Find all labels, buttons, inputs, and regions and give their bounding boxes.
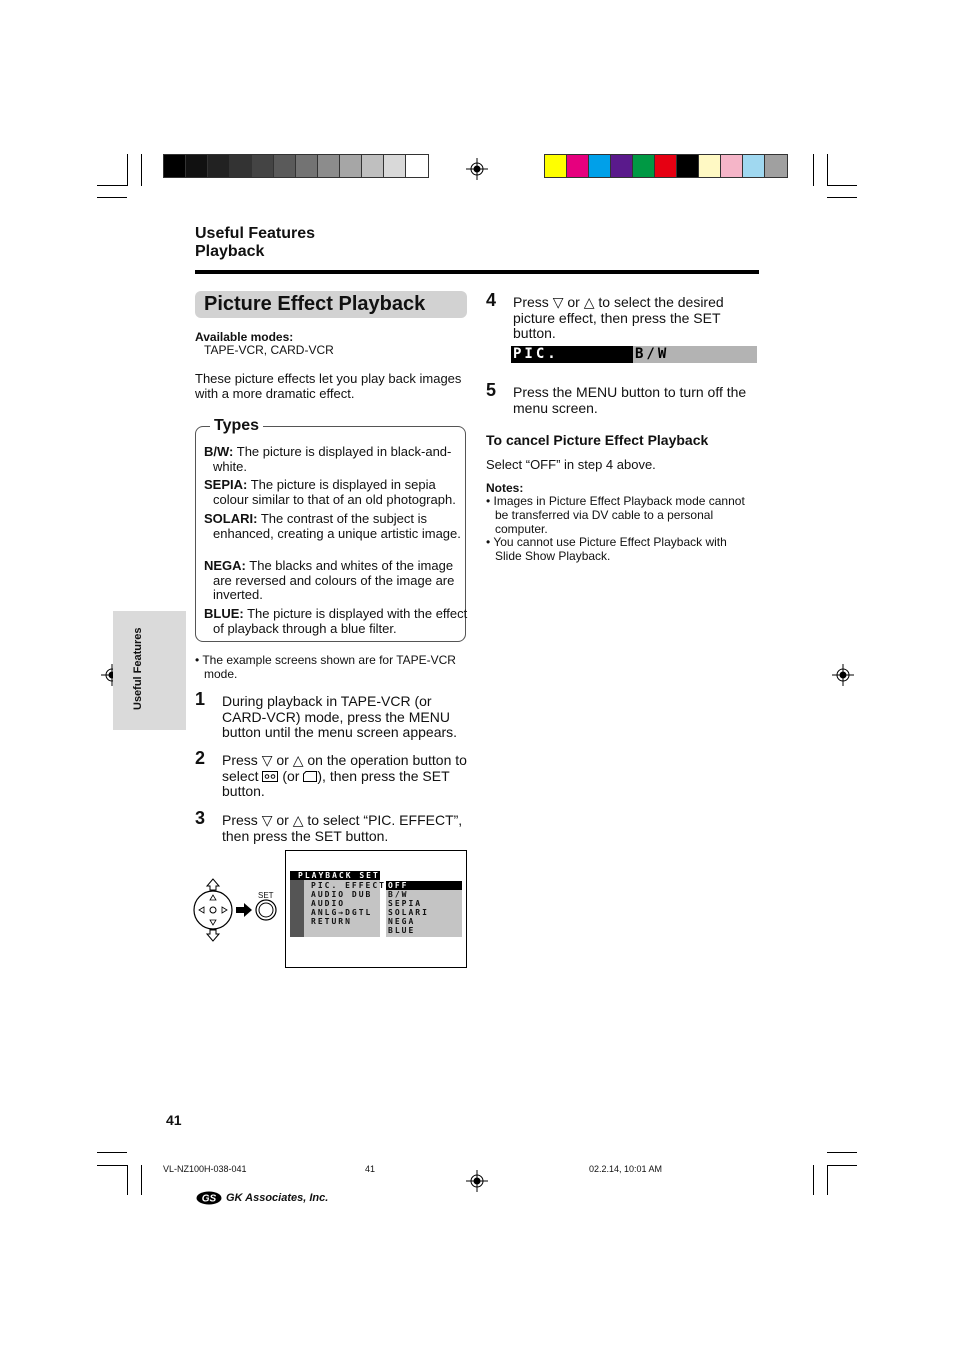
crop-mark [141, 1165, 142, 1195]
note-item: • You cannot use Picture Effect Playback with Slide Show Playback. [486, 535, 727, 563]
step-text-part: on the operation button to select [222, 752, 467, 784]
footer-page: 41 [365, 1164, 376, 1174]
crop-mark [827, 1152, 857, 1153]
crop-mark [97, 1152, 127, 1153]
step-3-text [222, 813, 466, 844]
menu-header [290, 871, 380, 880]
registration-mark-icon [832, 664, 854, 686]
color-swatch [208, 155, 230, 177]
menu-option-sepia: SEPIA [388, 899, 423, 908]
step-number: 3 [195, 808, 206, 828]
color-swatch [611, 155, 633, 177]
type-item-bw [204, 445, 469, 474]
step-text-part: (or [282, 767, 300, 784]
note-item: • Images in Picture Effect Playback mode cannot be transferred via DV cable to a personal computer. [486, 494, 745, 536]
page-title-box [195, 291, 467, 318]
color-swatch [318, 155, 340, 177]
type-term: B/W: [204, 444, 234, 459]
footer-company: GK Associates, Inc. [226, 1192, 329, 1204]
crop-mark [97, 197, 127, 198]
tape-menu-icon [262, 771, 278, 782]
type-item-solari [204, 512, 469, 541]
step-2-text [222, 753, 468, 800]
types-heading: Types [210, 417, 263, 435]
step-text-part: or [276, 752, 289, 768]
lcd-label: PIC. EFFECT [511, 346, 633, 363]
crop-mark [127, 154, 128, 186]
step-number: 1 [195, 689, 206, 709]
color-swatch [545, 155, 567, 177]
type-term: SOLARI: [204, 511, 258, 526]
color-swatch [252, 155, 274, 177]
registration-mark-icon [466, 1170, 488, 1192]
crop-mark [141, 154, 142, 186]
color-swatch [633, 155, 655, 177]
down-triangle-icon: ▽ [261, 812, 273, 828]
menu-header-text: PLAYBACK SET [298, 871, 380, 880]
color-swatch [296, 155, 318, 177]
menu-item-return: RETURN [311, 917, 352, 926]
color-swatch [567, 155, 589, 177]
step-number: 2 [195, 748, 206, 768]
section-title: Useful Features [195, 225, 316, 242]
set-button-label: SET [258, 891, 274, 900]
available-modes-label: Available modes: [195, 330, 294, 344]
menu-option-off: OFF [388, 881, 409, 890]
crop-mark [827, 1165, 857, 1166]
crop-mark [813, 1165, 814, 1195]
footer-datetime: 02.2.14, 10:01 AM [589, 1164, 663, 1174]
step-text-part: to select the desired picture effect, then press the SET button. [513, 294, 724, 341]
step-text-part: to select “PIC. EFFECT”, then press the SET button. [222, 812, 463, 844]
color-swatch [699, 155, 721, 177]
type-term: NEGA: [204, 558, 246, 573]
step-number: 5 [486, 380, 497, 400]
color-swatch [340, 155, 362, 177]
color-bar [544, 154, 788, 178]
menu-item-audio-dub: AUDIO DUB [311, 890, 373, 899]
color-swatch [230, 155, 252, 177]
color-swatch [765, 155, 787, 177]
page-number: 41 [166, 1112, 182, 1128]
color-swatch [384, 155, 406, 177]
step-text-part: Press [222, 752, 258, 768]
operation-button-diagram [192, 877, 282, 943]
cancel-text: Select “OFF” in step 4 above. [486, 457, 656, 472]
type-desc: The contrast of the subject is enhanced, creating a unique artistic image. [213, 511, 461, 541]
section-header [195, 225, 315, 261]
step-text-part: or [276, 812, 289, 828]
side-tab [113, 611, 186, 730]
crop-mark [827, 154, 828, 186]
intro-text: These picture effects let you play back images with a more dramatic effect. [195, 371, 462, 401]
color-swatch [406, 155, 428, 177]
card-menu-icon [303, 771, 317, 782]
side-tab-label: Useful Features [132, 627, 144, 710]
menu-item-pic-effect: PIC. EFFECT [311, 881, 386, 890]
crop-mark [813, 154, 814, 186]
step-1-text: During playback in TAPE-VCR (or CARD-VCR) mode, press the MENU button until the menu screen appears. [222, 693, 458, 740]
type-desc: The picture is displayed with the effect of playback through a blue filter. [213, 606, 468, 636]
menu-option-nega: NEGA [388, 917, 416, 926]
type-desc: The blacks and whites of the image are reversed and colours of the image are inverted. [213, 558, 455, 602]
step-text-part: Press [222, 812, 258, 828]
type-item-blue [204, 607, 469, 636]
step-5-text: Press the MENU button to turn off the menu screen. [513, 384, 747, 416]
color-swatch [362, 155, 384, 177]
type-item-sepia [204, 478, 469, 507]
example-note: • The example screens shown are for TAPE-VCR mode. [195, 653, 456, 681]
color-swatch [677, 155, 699, 177]
crop-mark [827, 197, 857, 198]
color-swatch [721, 155, 743, 177]
menu-icon-column [290, 871, 304, 937]
down-triangle-icon: ▽ [261, 752, 273, 768]
step-text-part: ), then press the SET button. [222, 767, 450, 799]
step-4-text [513, 295, 753, 342]
menu-option-blue: BLUE [388, 926, 416, 935]
down-triangle-icon: ▽ [552, 294, 564, 310]
step-text-part: Press [513, 294, 549, 310]
up-triangle-icon: △ [583, 294, 595, 310]
lcd-value: B/W [635, 346, 670, 362]
available-modes-value: TAPE-VCR, CARD-VCR [204, 343, 334, 357]
type-desc: The picture is displayed in black-and-white. [213, 444, 452, 474]
type-term: SEPIA: [204, 477, 248, 492]
color-swatch [274, 155, 296, 177]
footer-code: VL-NZ100H-038-041 [163, 1164, 247, 1174]
crop-mark [97, 185, 127, 186]
grayscale-bar [163, 154, 429, 178]
subsection-title: Playback [195, 243, 265, 260]
crop-mark [827, 1165, 828, 1195]
crop-mark [97, 1165, 127, 1166]
color-swatch [164, 155, 186, 177]
menu-option-bw: B/W [388, 890, 409, 899]
svg-text:GS: GS [201, 1193, 217, 1205]
type-item-nega [204, 559, 469, 603]
color-swatch [186, 155, 208, 177]
menu-item-anlg-dgtl: ANLG→DGTL [311, 908, 373, 917]
company-logo-icon [196, 1191, 222, 1205]
notes-heading: Notes: [486, 481, 524, 495]
menu-option-solari: SOLARI [388, 908, 429, 917]
type-desc: The picture is displayed in sepia colour similar to that of an old photograph. [213, 477, 456, 507]
crop-mark [827, 185, 857, 186]
page-title: Picture Effect Playback [204, 293, 426, 315]
up-triangle-icon: △ [292, 752, 304, 768]
header-rule [195, 270, 759, 274]
type-term: BLUE: [204, 606, 244, 621]
color-swatch [743, 155, 765, 177]
lcd-display [511, 346, 757, 379]
cancel-heading: To cancel Picture Effect Playback [486, 432, 709, 448]
crop-mark [127, 1165, 128, 1195]
registration-mark-icon [466, 158, 488, 180]
menu-item-audio: AUDIO [311, 899, 346, 908]
up-triangle-icon: △ [292, 812, 304, 828]
color-swatch [589, 155, 611, 177]
color-swatch [655, 155, 677, 177]
step-number: 4 [486, 290, 497, 310]
step-text-part: or [567, 294, 580, 310]
